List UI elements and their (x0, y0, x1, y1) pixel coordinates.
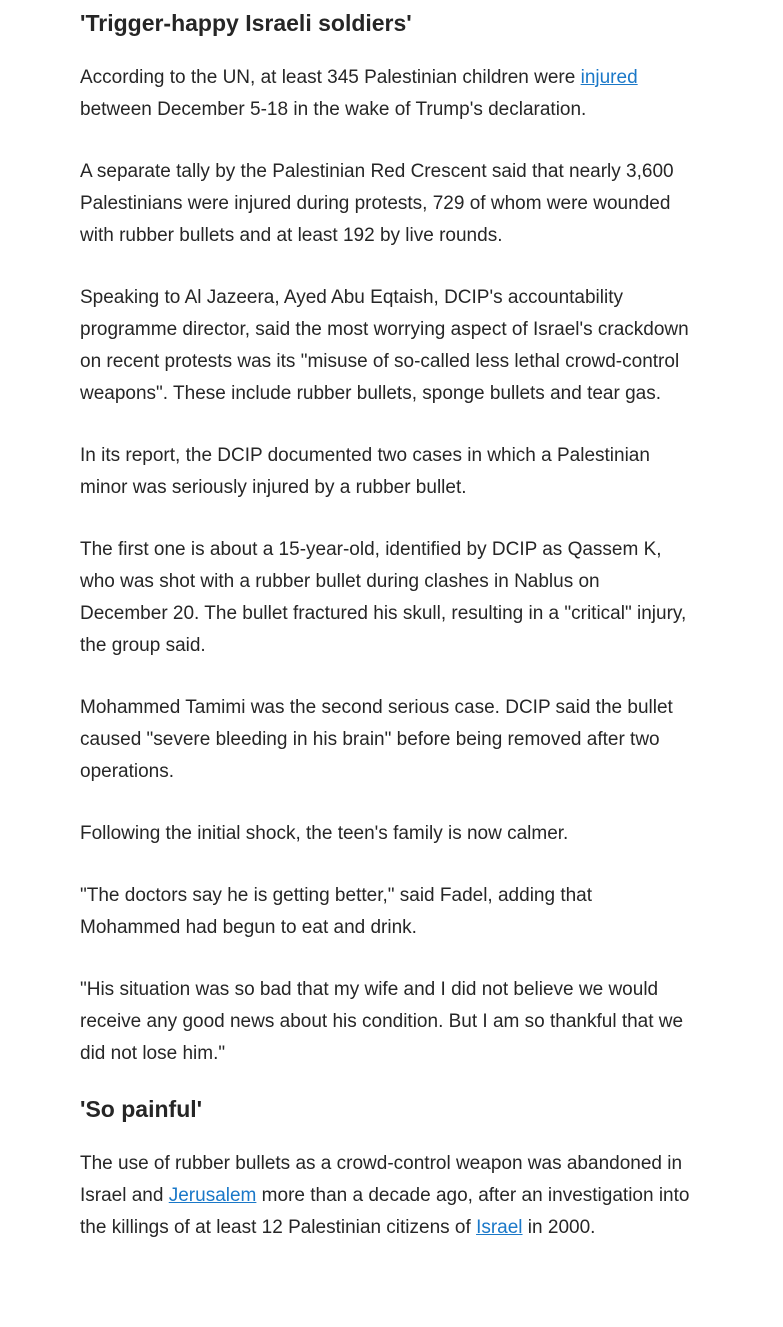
paragraph-rubber-bullets-abandoned (80, 1148, 690, 1244)
paragraph-text: in 2000. (522, 1217, 596, 1238)
paragraph-text: According to the UN, at least 345 Palestinian children were (80, 67, 581, 88)
paragraph-qassem-case: The first one is about a 15-year-old, identified by DCIP as Qassem K, who was shot with a rubber bullet during clashes in Nablus on December 20. The bullet fractured his skull, resulting in a "critical" injury, the group said. (80, 539, 687, 656)
paragraph-family-calmer: Following the initial shock, the teen's family is now calmer. (80, 823, 569, 844)
paragraph-text: more than a decade ago, after an investigation into the killings of at least 12 Palestinian citizens of (80, 1185, 690, 1238)
paragraph-ayed-abu-eqtaish: Speaking to Al Jazeera, Ayed Abu Eqtaish, DCIP's accountability programme director, said the most worrying aspect of Israel's crackdown on recent protests was its "misuse of so-called less lethal crowd-control weapons". These include rubber bullets, sponge bullets and tear gas. (80, 287, 689, 404)
link-jerusalem[interactable]: Jerusalem (168, 1185, 257, 1206)
section-heading-trigger-happy: 'Trigger-happy Israeli soldiers' (80, 10, 412, 36)
paragraph-text: between December 5-18 in the wake of Trump's declaration. (80, 99, 587, 120)
paragraph-doctors-quote: "The doctors say he is getting better," said Fadel, adding that Mohammed had begun to eat and drink. (80, 885, 593, 938)
paragraph-dcip-report: In its report, the DCIP documented two cases in which a Palestinian minor was seriously injured by a rubber bullet. (80, 445, 650, 498)
paragraph-un-injuries (80, 62, 690, 126)
paragraph-text: The use of rubber bullets as a crowd-control weapon was abandoned in Israel and (80, 1153, 683, 1206)
link-injured[interactable]: injured (580, 67, 638, 88)
paragraph-red-crescent: A separate tally by the Palestinian Red Crescent said that nearly 3,600 Palestinians were injured during protests, 729 of whom were wounded with rubber bullets and at least 192 by live rounds. (80, 161, 674, 246)
paragraph-tamimi-case: Mohammed Tamimi was the second serious case. DCIP said the bullet caused "severe bleeding in his brain" before being removed after two operations. (80, 697, 673, 782)
section-heading-so-painful: 'So painful' (80, 1096, 203, 1122)
link-israel[interactable]: Israel (476, 1217, 523, 1238)
paragraph-thankful-quote: "His situation was so bad that my wife and I did not believe we would receive any good news about his condition. But I am so thankful that we did not lose him." (80, 979, 684, 1064)
article-body (80, 8, 690, 1244)
